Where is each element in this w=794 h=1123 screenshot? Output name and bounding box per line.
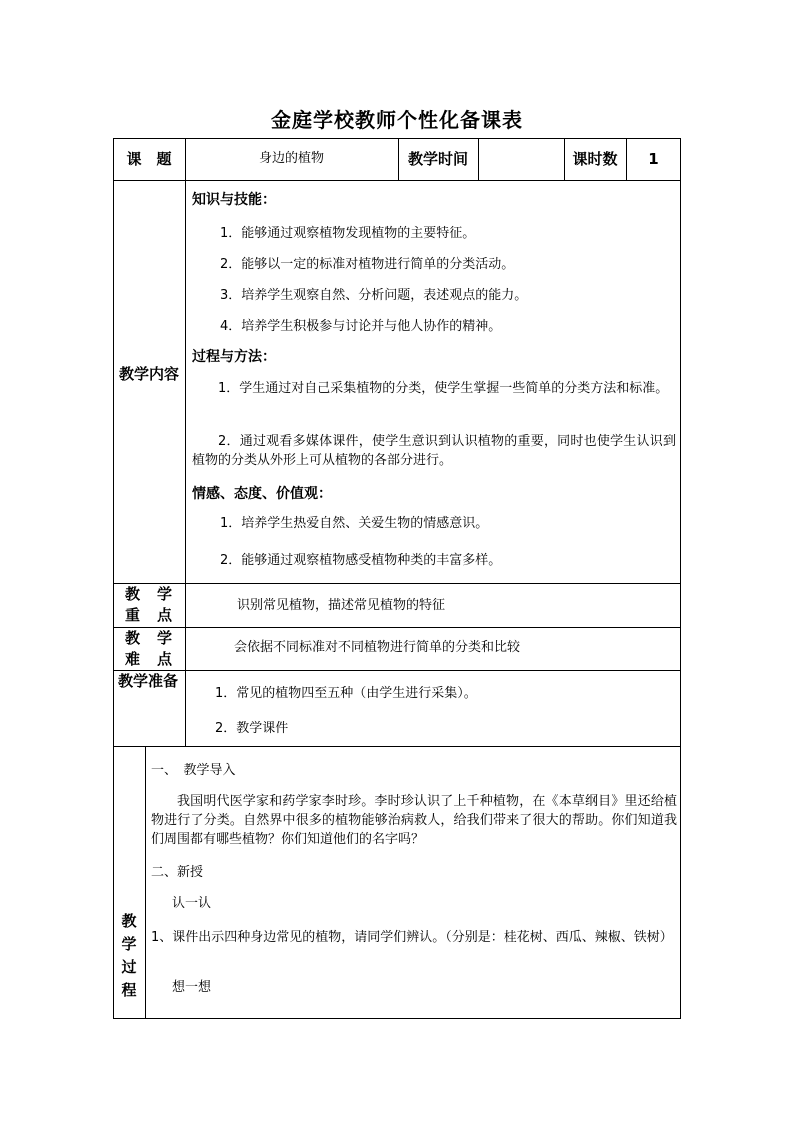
topic-value: 身边的植物 [258,151,324,166]
col-divider [185,138,186,746]
row-divider [113,746,681,747]
objective-item: 2．能够以一定的标准对植物进行简单的分类活动。 [220,257,515,272]
time-label: 教学时间 [407,150,468,168]
process-label: 教学过程 [121,912,137,999]
row-divider [113,180,681,181]
row-divider [113,627,681,628]
key-points-value: 识别常见植物，描述常见植物的特征 [237,598,446,613]
process-heading: 二、新授 [151,865,204,880]
objective-item: 4．培养学生积极参与讨论并与他人协作的精神。 [220,319,502,334]
objective-item: 1．学生通过对自己采集植物的分类，使学生掌握一些简单的分类方法和标准。 [218,381,669,396]
objective-item: 2．通过观看多媒体课件，使学生意识到认识植物的重要，同时也使学生认识到植物的分类从外形上可从植物的各部分进行。 [192,434,676,468]
difficulty-value: 会依据不同标准对不同植物进行简单的分类和比较 [234,640,521,655]
preparation-label: 教学准备 [118,672,179,690]
section-heading: 过程与方法： [192,349,276,365]
difficulty-label: 教 学难 点 [124,629,173,668]
topic-label: 课 题 [126,150,172,168]
process-subheading: 想一想 [172,980,212,995]
preparation-item: 2．教学课件 [215,721,289,736]
process-paragraph: 我国明代医学家和药学家李时珍。李时珍认识了上千种植物，在《本草纲目》里还给植物进行了分类。自然界中很多的植物能够治病救人，给我们带来了很大的帮助。你们知道我们周围都有哪些植物？你们知道他们的名字吗？ [151,794,677,847]
process-subheading: 认一认 [172,896,212,911]
process-heading: 一、 教学导入 [151,763,236,778]
objective-item: 1．培养学生热爱自然、关爱生物的情感意识。 [220,516,489,531]
objective-item: 2．能够通过观察植物感受植物种类的丰富多样。 [220,553,502,568]
periods-value: 1 [648,150,659,168]
row-divider [113,583,681,584]
key-points-label: 教 学重 点 [124,585,173,624]
section-heading: 情感、态度、价值观： [192,486,332,502]
row-divider [113,670,681,671]
page-title: 金庭学校教师个性化备课表 [271,108,523,132]
objective-item: 1．能够通过观察植物发现植物的主要特征。 [220,226,476,241]
preparation-item: 1．常见的植物四至五种（由学生进行采集）。 [215,686,477,701]
col-divider [145,746,146,1019]
objective-item: 3．培养学生观察自然、分析问题，表述观点的能力。 [220,288,528,303]
section-heading: 知识与技能： [192,192,276,208]
periods-label: 课时数 [572,150,618,168]
content-label: 教学内容 [118,365,179,383]
col-divider [478,138,479,180]
process-paragraph: 1、课件出示四种身边常见的植物，请同学们辨认。（分别是：桂花树、西瓜、辣椒、铁树） [151,930,673,945]
